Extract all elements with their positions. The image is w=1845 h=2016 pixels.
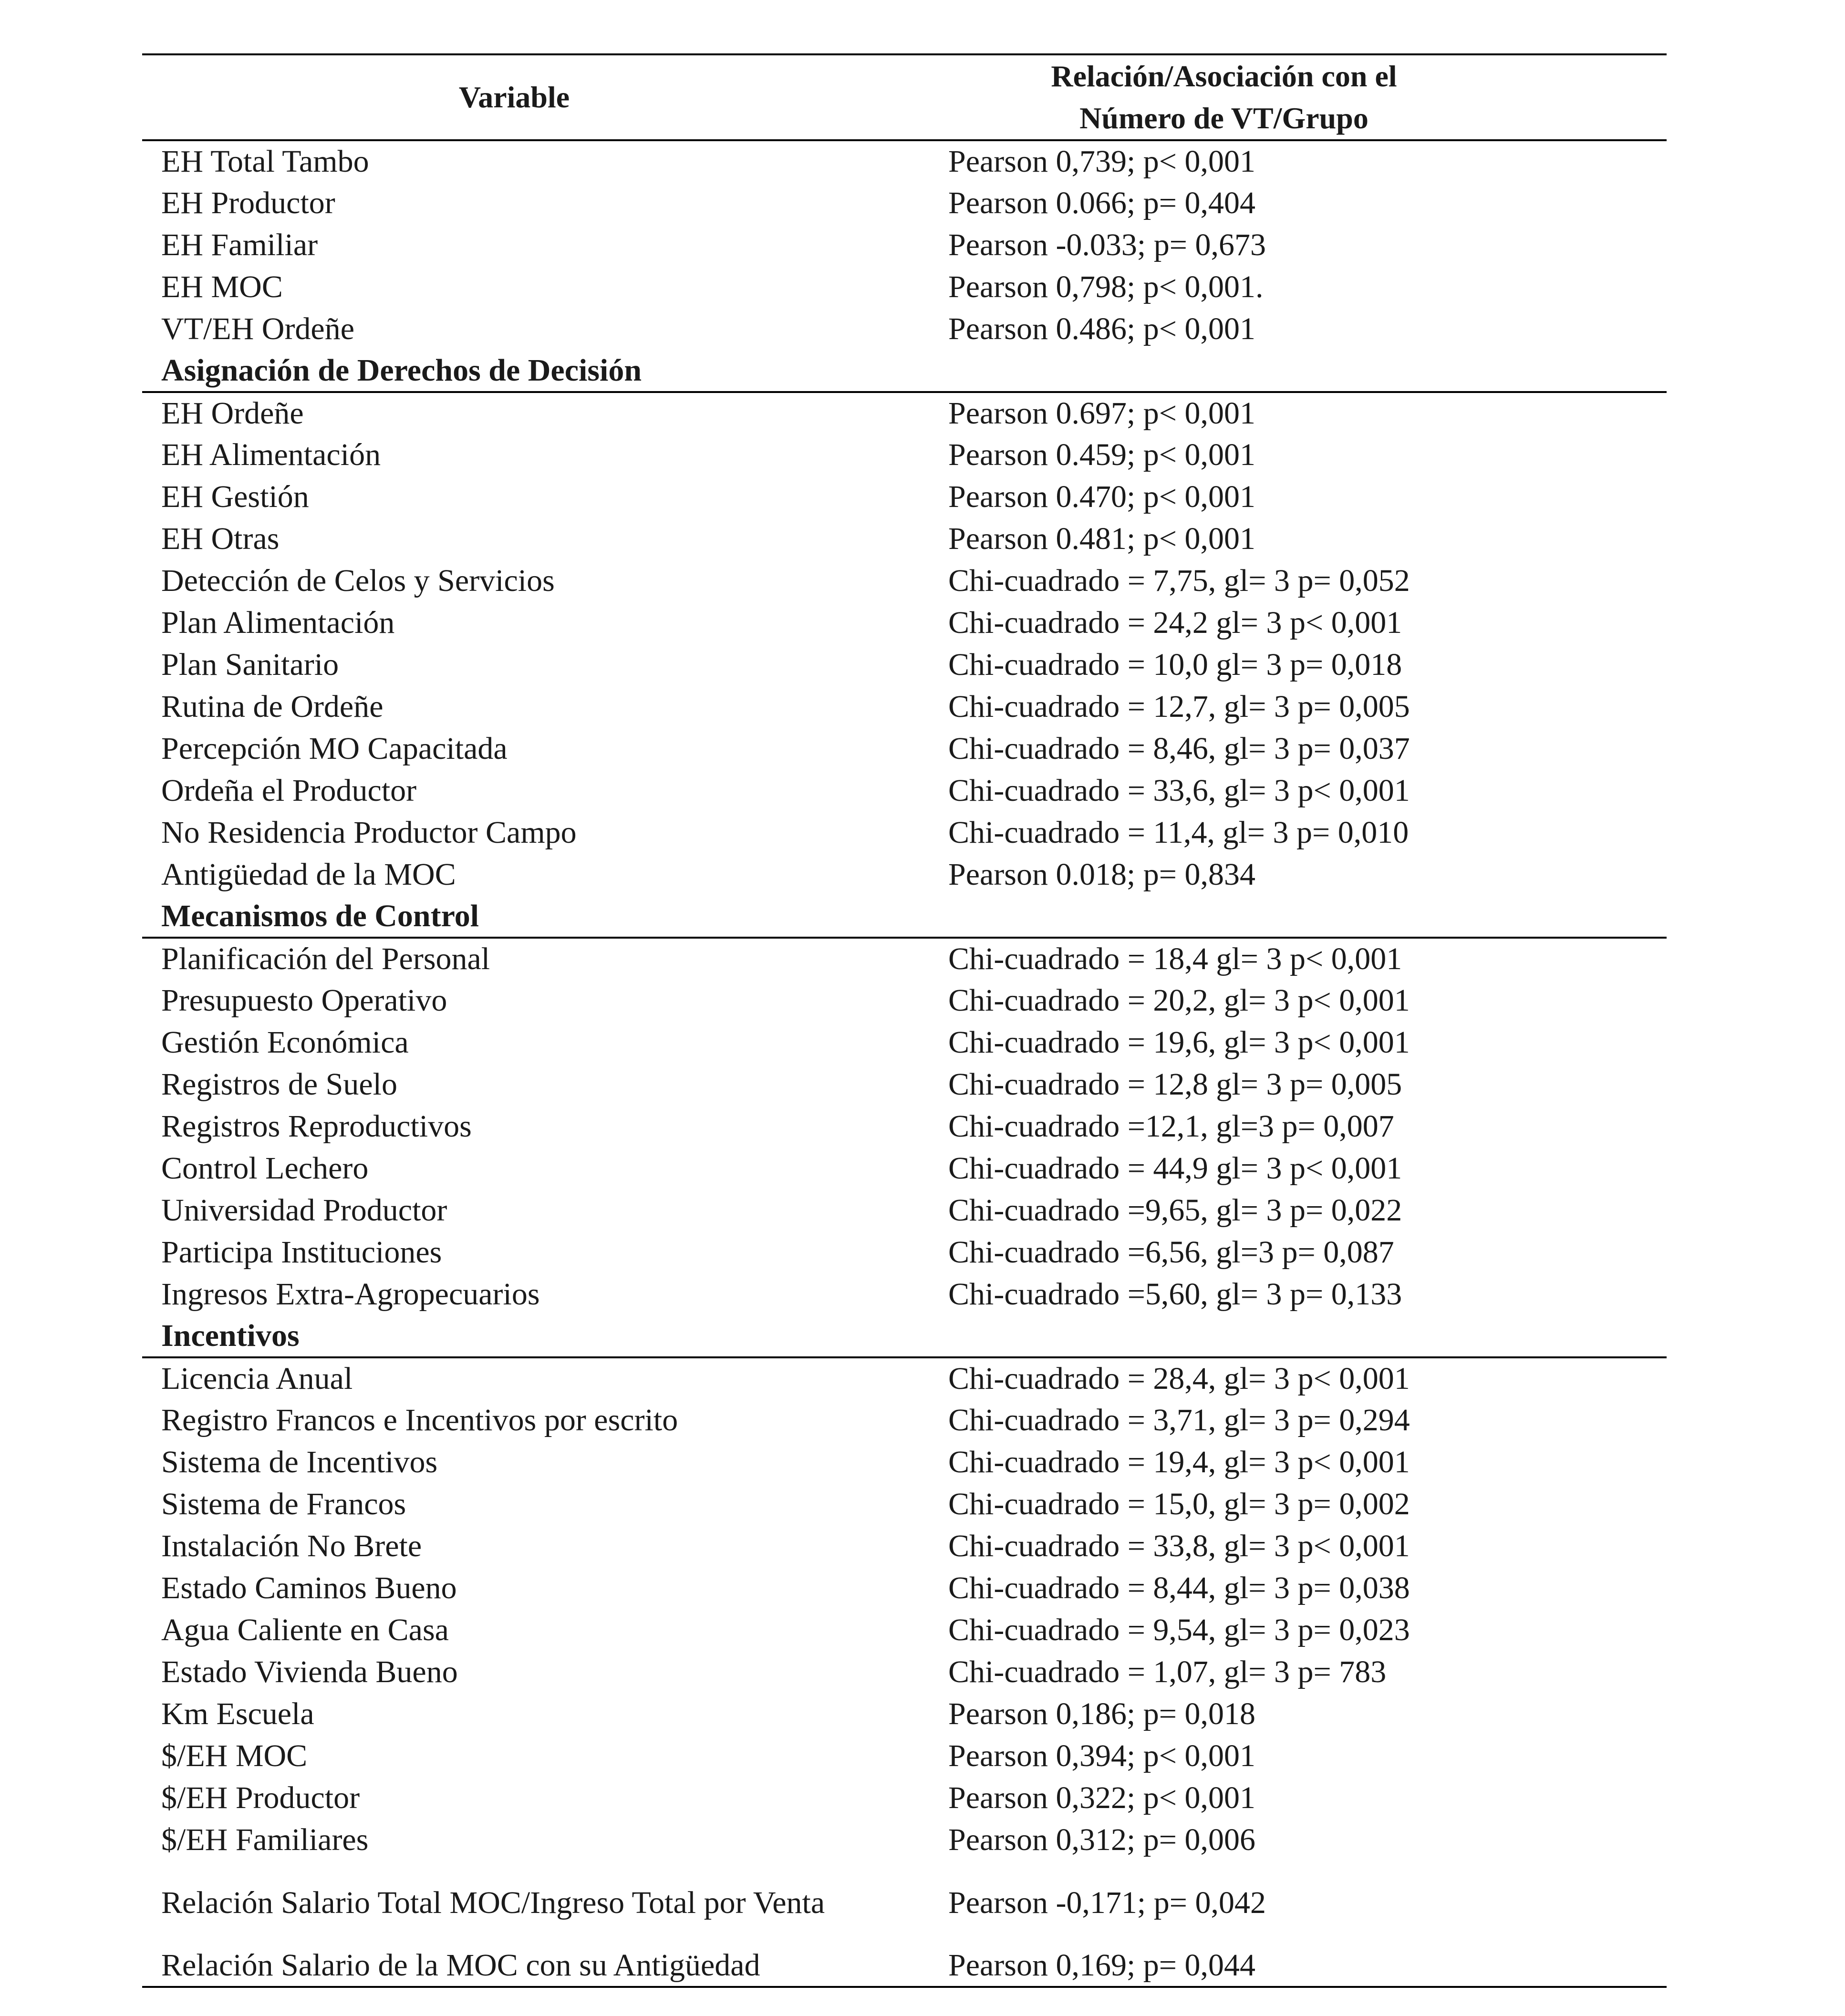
table-row — [142, 728, 1667, 770]
table-row — [142, 560, 1667, 602]
variable-cell: Presupuesto Operativo — [161, 983, 447, 1018]
relation-cell: Chi-cuadrado = 10,0 gl= 3 p= 0,018 — [948, 647, 1402, 682]
variable-cell: Plan Alimentación — [161, 605, 395, 640]
variable-cell: Km Escuela — [161, 1696, 314, 1731]
variable-cell: Ordeña el Productor — [161, 773, 417, 808]
table-row — [142, 1693, 1667, 1735]
table-row — [142, 1231, 1667, 1273]
table-row — [142, 140, 1667, 182]
table-row — [142, 812, 1667, 854]
relation-cell: Pearson 0.481; p< 0,001 — [948, 521, 1256, 556]
variable-cell: Licencia Anual — [161, 1361, 353, 1396]
relation-cell: Chi-cuadrado = 11,4, gl= 3 p= 0,010 — [948, 815, 1409, 850]
table-row — [142, 1525, 1667, 1567]
variable-cell: VT/EH Ordeñe — [161, 311, 355, 346]
relation-cell: Chi-cuadrado = 24,2 gl= 3 p< 0,001 — [948, 605, 1402, 640]
table-row — [142, 1399, 1667, 1441]
variable-cell: EH Otras — [161, 521, 280, 556]
variable-cell: Control Lechero — [161, 1151, 369, 1186]
variable-cell: Estado Vivienda Bueno — [161, 1654, 458, 1689]
relation-cell: Pearson 0,322; p< 0,001 — [948, 1780, 1256, 1815]
table-row — [142, 1651, 1667, 1693]
section-title: Asignación de Derechos de Decisión — [142, 350, 1667, 392]
table-row — [142, 1189, 1667, 1231]
relation-cell: Pearson 0,739; p< 0,001 — [948, 144, 1256, 179]
table-row — [142, 644, 1667, 686]
variable-cell: Plan Sanitario — [161, 647, 339, 682]
relation-cell: Pearson 0,186; p= 0,018 — [948, 1696, 1256, 1731]
table-row — [142, 1273, 1667, 1315]
table-row — [142, 1609, 1667, 1651]
variable-cell: EH Productor — [161, 186, 335, 220]
variable-cell: No Residencia Productor Campo — [161, 815, 577, 850]
section-title: Mecanismos de Control — [142, 896, 1667, 938]
variable-cell: Relación Salario Total MOC/Ingreso Total por Venta — [161, 1885, 825, 1920]
variable-cell: Relación Salario de la MOC con su Antigüedad — [142, 1945, 915, 1987]
table-row — [142, 224, 1667, 266]
variable-cell: Instalación No Brete — [161, 1529, 422, 1563]
table-row — [142, 266, 1667, 308]
relation-cell: Pearson 0,169; p= 0,044 — [915, 1945, 1667, 1987]
relation-cell: Pearson 0.470; p< 0,001 — [948, 479, 1256, 514]
relation-cell: Pearson -0.033; p= 0,673 — [948, 227, 1266, 262]
table-body — [142, 140, 1667, 1987]
variable-cell: Sistema de Francos — [161, 1487, 406, 1521]
variable-cell: Percepción MO Capacitada — [161, 731, 508, 766]
header-relation — [915, 54, 1667, 140]
relation-cell: Chi-cuadrado = 18,4 gl= 3 p< 0,001 — [948, 941, 1402, 976]
table-row — [142, 1567, 1667, 1609]
header-variable: Variable — [142, 54, 915, 140]
results-table — [142, 53, 1667, 1988]
section-row — [142, 1315, 1667, 1357]
table-row — [142, 1861, 1667, 1945]
table-row — [142, 518, 1667, 560]
table-row — [142, 686, 1667, 728]
table-row — [142, 1357, 1667, 1399]
table-row — [142, 1945, 1667, 1987]
relation-cell: Chi-cuadrado = 12,7, gl= 3 p= 0,005 — [948, 689, 1410, 724]
relation-cell: Chi-cuadrado = 28,4, gl= 3 p< 0,001 — [948, 1361, 1410, 1396]
variable-cell: $/EH Familiares — [161, 1822, 369, 1857]
section-row — [142, 896, 1667, 938]
variable-cell: EH Gestión — [161, 479, 309, 514]
relation-cell: Chi-cuadrado = 19,4, gl= 3 p< 0,001 — [948, 1445, 1410, 1479]
table-row — [142, 1022, 1667, 1064]
relation-cell: Chi-cuadrado = 44,9 gl= 3 p< 0,001 — [948, 1151, 1402, 1186]
relation-cell: Chi-cuadrado = 3,71, gl= 3 p= 0,294 — [948, 1403, 1410, 1437]
variable-cell: Participa Instituciones — [161, 1235, 442, 1270]
variable-cell: Agua Caliente en Casa — [161, 1613, 449, 1647]
variable-cell: Registro Francos e Incentivos por escrito — [161, 1403, 678, 1437]
relation-cell: Pearson 0.018; p= 0,834 — [948, 857, 1256, 892]
table-row — [142, 434, 1667, 476]
relation-cell: Chi-cuadrado =9,65, gl= 3 p= 0,022 — [948, 1193, 1402, 1228]
table-row — [142, 308, 1667, 350]
relation-cell: Pearson 0.697; p< 0,001 — [948, 396, 1256, 431]
table-header — [142, 54, 1667, 140]
variable-cell: Antigüedad de la MOC — [161, 857, 456, 892]
relation-cell: Chi-cuadrado = 15,0, gl= 3 p= 0,002 — [948, 1487, 1410, 1521]
relation-cell: Chi-cuadrado =12,1, gl=3 p= 0,007 — [948, 1109, 1394, 1144]
section-row — [142, 350, 1667, 392]
relation-cell: Chi-cuadrado = 8,46, gl= 3 p= 0,037 — [948, 731, 1410, 766]
relation-cell: Chi-cuadrado = 8,44, gl= 3 p= 0,038 — [948, 1571, 1410, 1605]
relation-cell: Chi-cuadrado = 33,6, gl= 3 p< 0,001 — [948, 773, 1410, 808]
relation-cell: Pearson 0,394; p< 0,001 — [948, 1738, 1256, 1773]
relation-cell: Chi-cuadrado = 33,8, gl= 3 p< 0,001 — [948, 1529, 1410, 1563]
relation-cell: Chi-cuadrado =6,56, gl=3 p= 0,087 — [948, 1235, 1394, 1270]
variable-cell: $/EH MOC — [161, 1738, 308, 1773]
table-row — [142, 1819, 1667, 1861]
table-row — [142, 392, 1667, 434]
variable-cell: EH Alimentación — [161, 437, 381, 472]
relation-cell: Chi-cuadrado = 7,75, gl= 3 p= 0,052 — [948, 563, 1410, 598]
relation-cell: Chi-cuadrado = 19,6, gl= 3 p< 0,001 — [948, 1025, 1410, 1060]
table-row — [142, 1441, 1667, 1483]
variable-cell: Estado Caminos Bueno — [161, 1571, 457, 1605]
variable-cell: Sistema de Incentivos — [161, 1445, 438, 1479]
relation-cell: Pearson -0,171; p= 0,042 — [948, 1885, 1266, 1920]
variable-cell: EH MOC — [161, 269, 283, 304]
table-row — [142, 1483, 1667, 1525]
variable-cell: EH Familiar — [161, 227, 318, 262]
relation-cell: Chi-cuadrado =5,60, gl= 3 p= 0,133 — [948, 1277, 1402, 1312]
table-row — [142, 1064, 1667, 1106]
header-row — [142, 54, 1667, 140]
table-row — [142, 854, 1667, 896]
table-row — [142, 1148, 1667, 1189]
table-row — [142, 476, 1667, 518]
variable-cell: Universidad Productor — [161, 1193, 447, 1228]
relation-cell: Chi-cuadrado = 12,8 gl= 3 p= 0,005 — [948, 1067, 1402, 1102]
relation-cell: Pearson 0.066; p= 0,404 — [948, 186, 1256, 220]
variable-cell: EH Ordeñe — [161, 396, 304, 431]
variable-cell: Gestión Económica — [161, 1025, 409, 1060]
relation-cell: Pearson 0.486; p< 0,001 — [948, 311, 1256, 346]
header-relation-line2: Número de VT/Grupo — [1079, 101, 1368, 135]
table-row — [142, 938, 1667, 980]
relation-cell: Chi-cuadrado = 9,54, gl= 3 p= 0,023 — [948, 1613, 1410, 1647]
variable-cell: EH Total Tambo — [161, 144, 369, 179]
relation-cell: Chi-cuadrado = 1,07, gl= 3 p= 783 — [948, 1654, 1387, 1689]
relation-cell: Pearson 0.459; p< 0,001 — [948, 437, 1256, 472]
relation-cell: Chi-cuadrado = 20,2, gl= 3 p< 0,001 — [948, 983, 1410, 1018]
variable-cell: Detección de Celos y Servicios — [161, 563, 555, 598]
table-row — [142, 1777, 1667, 1819]
table-row — [142, 770, 1667, 812]
relation-cell: Pearson 0,312; p= 0,006 — [948, 1822, 1256, 1857]
variable-cell: $/EH Productor — [161, 1780, 360, 1815]
header-relation-line1: Relación/Asociación con el — [1051, 59, 1397, 93]
table-row — [142, 1106, 1667, 1148]
relation-cell: Pearson 0,798; p< 0,001. — [948, 269, 1264, 304]
variable-cell: Ingresos Extra-Agropecuarios — [161, 1277, 540, 1312]
table-row — [142, 1735, 1667, 1777]
table-row — [142, 980, 1667, 1022]
variable-cell: Registros Reproductivos — [161, 1109, 472, 1144]
table-row — [142, 602, 1667, 644]
variable-cell: Registros de Suelo — [161, 1067, 397, 1102]
section-title: Incentivos — [142, 1315, 1667, 1357]
table-row — [142, 182, 1667, 224]
variable-cell: Rutina de Ordeñe — [161, 689, 384, 724]
variable-cell: Planificación del Personal — [161, 941, 490, 976]
